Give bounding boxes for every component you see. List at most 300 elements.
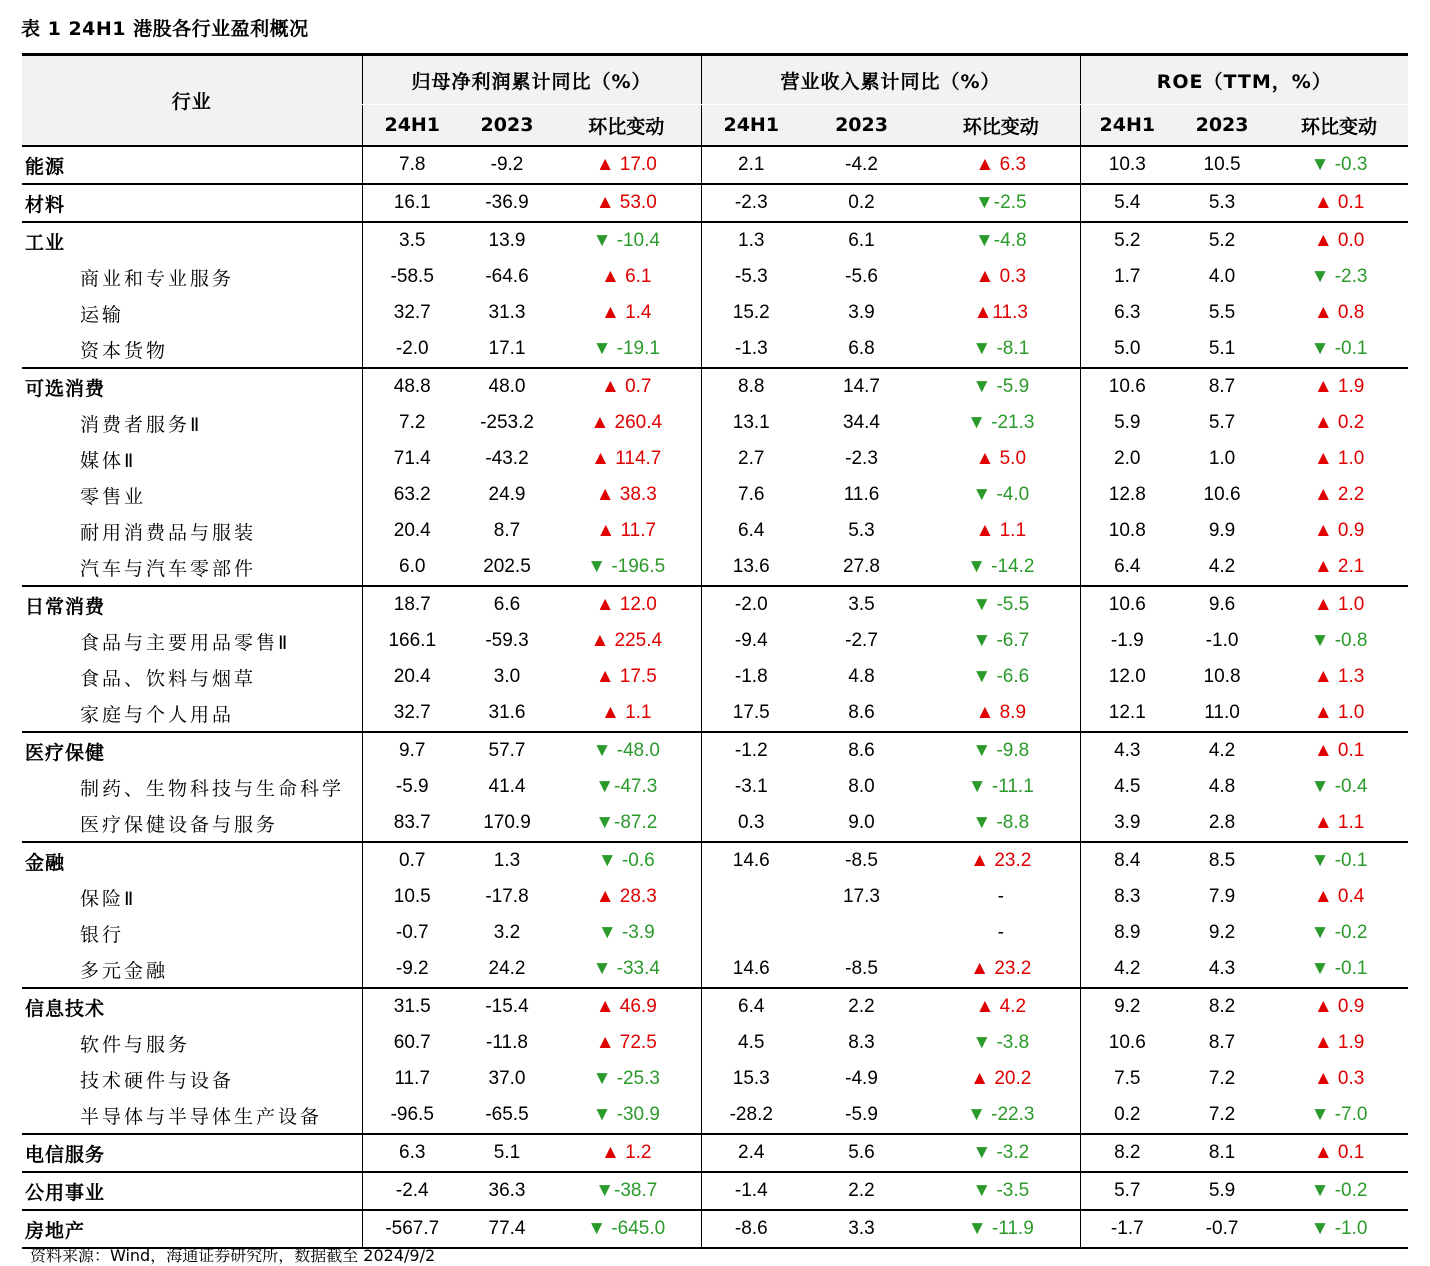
roe-24h1-cell: 1.7 <box>1080 259 1174 295</box>
profit-2023-cell: 5.1 <box>462 1134 552 1172</box>
table-row <box>22 295 1408 331</box>
revenue-24h1-cell <box>701 915 801 951</box>
profit-change-cell: ▲ 12.0 <box>595 594 657 615</box>
table-row <box>22 695 1408 732</box>
profit-24h1-cell: -58.5 <box>362 259 462 295</box>
profit-2023-cell: 1.3 <box>493 850 521 871</box>
profit-24h1-cell: 166.1 <box>362 623 462 659</box>
profit-change-cell: ▼ -645.0 <box>552 1210 701 1248</box>
profit-change-cell: ▲ 72.5 <box>595 1032 657 1053</box>
roe-24h1-cell: 10.3 <box>1080 146 1174 184</box>
profit-2023-cell: 8.7 <box>493 520 521 541</box>
revenue-2023-cell: -8.5 <box>845 850 878 871</box>
revenue-2023-cell: 8.6 <box>801 695 922 732</box>
group-header-revenue: 营业收入累计同比（%） <box>701 55 1080 105</box>
roe-2023-cell: 8.1 <box>1174 1134 1270 1172</box>
profit-change-cell: ▲ 28.3 <box>595 886 657 907</box>
profit-change-cell: ▲ 1.1 <box>552 695 701 732</box>
revenue-2023-cell: -8.5 <box>801 951 922 988</box>
revenue-24h1-cell: 1.3 <box>701 222 801 259</box>
roe-24h1-cell: 12.0 <box>1080 659 1174 695</box>
profit-change-cell: ▼-47.3 <box>595 776 658 797</box>
industry-name: 信息技术 <box>25 997 106 1020</box>
revenue-change-cell: ▼-4.8 <box>975 230 1027 251</box>
revenue-change-cell: ▼ -5.9 <box>972 376 1030 397</box>
roe-24h1-cell: 4.3 <box>1080 732 1174 769</box>
roe-2023-cell: 1.0 <box>1208 448 1236 469</box>
roe-2023-cell: 9.2 <box>1208 922 1236 943</box>
revenue-2023-cell: 9.0 <box>801 805 922 842</box>
profit-change-cell: ▼ -10.4 <box>592 230 660 251</box>
profit-2023-cell: -17.8 <box>485 886 529 907</box>
roe-24h1-cell: 3.9 <box>1080 805 1174 842</box>
profit-change-cell: ▲ 53.0 <box>552 184 701 222</box>
profit-2023-cell: -253.2 <box>480 412 534 433</box>
roe-24h1-cell: 5.9 <box>1080 405 1174 441</box>
profit-24h1-cell: 20.4 <box>362 513 462 549</box>
profit-2023-cell: 36.3 <box>462 1172 552 1210</box>
profit-24h1-cell: 32.7 <box>362 295 462 331</box>
profit-2023-cell: 170.9 <box>462 805 552 842</box>
profit-change-cell: ▲ 260.4 <box>590 412 663 433</box>
revenue-24h1-cell: -3.1 <box>701 769 801 805</box>
profit-2023-cell: 3.0 <box>493 666 521 687</box>
revenue-change-cell: ▲ 4.2 <box>975 996 1027 1017</box>
profit-change-cell: ▼ -48.0 <box>592 740 660 761</box>
industry-name: 可选消费 <box>25 377 106 400</box>
revenue-2023-cell: 2.2 <box>801 1172 922 1210</box>
profit-change-cell: ▲ 114.7 <box>591 448 662 469</box>
profit-24h1-cell: -2.4 <box>362 1172 462 1210</box>
subcol-2023: 2023 <box>462 105 552 147</box>
roe-2023-cell: 8.2 <box>1208 996 1236 1017</box>
revenue-2023-cell: 5.3 <box>848 520 875 541</box>
revenue-change-cell: ▼ -4.0 <box>972 484 1030 505</box>
revenue-2023-cell: -5.6 <box>845 266 878 287</box>
profit-24h1-cell: 20.4 <box>362 659 462 695</box>
profit-2023-cell: -59.3 <box>485 630 529 651</box>
table-body <box>22 146 1408 1248</box>
revenue-24h1-cell: -2.0 <box>701 586 801 623</box>
profit-2023-cell: 31.3 <box>488 302 526 323</box>
profit-2023-cell: 13.9 <box>488 230 526 251</box>
profit-24h1-cell: 0.7 <box>362 842 462 879</box>
roe-24h1-cell: 5.4 <box>1080 184 1174 222</box>
revenue-24h1-cell: 15.2 <box>701 295 801 331</box>
sub-industry-name: 汽车与汽车零部件 <box>22 549 362 586</box>
sub-industry-name: 银行 <box>80 923 125 946</box>
revenue-change-cell: ▲ 0.3 <box>975 266 1027 287</box>
profit-change-cell: ▲ 11.7 <box>596 520 657 541</box>
revenue-change-cell: ▼ -11.1 <box>967 776 1034 797</box>
industry-name: 材料 <box>22 184 362 222</box>
revenue-2023-cell: -2.3 <box>845 448 878 469</box>
roe-change-cell: ▲ 0.4 <box>1313 886 1365 907</box>
roe-change-cell: ▼ -0.8 <box>1310 630 1368 651</box>
revenue-change-cell: ▼-2.5 <box>922 184 1080 222</box>
sub-industry-name: 消费者服务Ⅱ <box>80 413 203 436</box>
sub-industry-name: 食品与主要用品零售Ⅱ <box>80 631 291 654</box>
subcol-change: 环比变动 <box>922 105 1080 147</box>
revenue-change-cell: ▲ 23.2 <box>970 850 1032 871</box>
revenue-change-cell: ▼ -21.3 <box>967 412 1035 433</box>
roe-2023-cell: 9.6 <box>1208 594 1236 615</box>
roe-change-cell: ▼ -7.0 <box>1270 1097 1408 1134</box>
revenue-24h1-cell: -8.6 <box>701 1210 801 1248</box>
profit-24h1-cell: 63.2 <box>362 477 462 513</box>
table-row <box>22 769 1408 805</box>
profit-24h1-cell: 31.5 <box>362 988 462 1025</box>
roe-2023-cell: 10.8 <box>1203 666 1241 687</box>
revenue-24h1-cell: 13.1 <box>701 405 801 441</box>
roe-change-cell: ▲ 0.9 <box>1313 996 1365 1017</box>
roe-24h1-cell: -1.9 <box>1080 623 1174 659</box>
profit-24h1-cell: 48.8 <box>362 368 462 405</box>
revenue-change-cell: ▼ -11.9 <box>922 1210 1080 1248</box>
group-header-roe: ROE（TTM，%） <box>1080 55 1408 105</box>
profit-24h1-cell: -567.7 <box>362 1210 462 1248</box>
industry-name: 金融 <box>25 851 66 874</box>
sub-industry-name: 食品、饮料与烟草 <box>80 667 257 690</box>
revenue-2023-cell: 6.8 <box>801 331 922 368</box>
profit-2023-cell: 17.1 <box>462 331 552 368</box>
sub-industry-name: 多元金融 <box>22 951 362 988</box>
roe-change-cell: ▲ 2.1 <box>1270 549 1408 586</box>
sub-industry-name: 商业和专业服务 <box>80 267 235 290</box>
revenue-2023-cell: 8.3 <box>848 1032 875 1053</box>
roe-24h1-cell: 8.4 <box>1080 842 1174 879</box>
roe-2023-cell: 9.9 <box>1208 520 1236 541</box>
table-row <box>22 732 1408 769</box>
roe-2023-cell: 10.6 <box>1203 484 1241 505</box>
roe-change-cell: ▲ 0.8 <box>1313 302 1365 323</box>
industry-name: 医疗保健 <box>25 741 106 764</box>
revenue-2023-cell: 14.7 <box>843 376 880 397</box>
revenue-24h1-cell: -9.4 <box>701 623 801 659</box>
roe-2023-cell: 11.0 <box>1174 695 1270 732</box>
profit-change-cell: ▲ 17.0 <box>552 146 701 184</box>
revenue-2023-cell: 34.4 <box>843 412 880 433</box>
sub-industry-name: 运输 <box>80 303 125 326</box>
revenue-change-cell: ▲ 8.9 <box>922 695 1080 732</box>
roe-24h1-cell: 12.1 <box>1080 695 1174 732</box>
profit-2023-cell: 57.7 <box>488 740 526 761</box>
revenue-change-cell: ▼ -3.2 <box>922 1134 1080 1172</box>
roe-change-cell: ▲ 1.3 <box>1313 666 1365 687</box>
profit-2023-cell: -11.8 <box>486 1032 528 1053</box>
profit-change-cell: ▲ 1.4 <box>601 302 652 323</box>
revenue-change-cell: ▼ -6.7 <box>972 630 1030 651</box>
roe-change-cell: ▼ -0.1 <box>1270 951 1408 988</box>
revenue-24h1-cell: 2.4 <box>701 1134 801 1172</box>
roe-2023-cell: 7.9 <box>1208 886 1236 907</box>
profit-change-cell: ▼ -30.9 <box>552 1097 701 1134</box>
revenue-change-cell: - <box>997 922 1004 943</box>
profit-change-cell: ▲ 38.3 <box>595 484 657 505</box>
roe-24h1-cell: 0.2 <box>1080 1097 1174 1134</box>
revenue-2023-cell: 8.0 <box>848 776 875 797</box>
roe-change-cell: ▲ 1.1 <box>1270 805 1408 842</box>
revenue-24h1-cell: 8.8 <box>701 368 801 405</box>
roe-24h1-cell: 12.8 <box>1080 477 1174 513</box>
revenue-24h1-cell: -1.4 <box>701 1172 801 1210</box>
industry-name: 工业 <box>25 231 66 254</box>
profit-2023-cell: -15.4 <box>485 996 529 1017</box>
roe-24h1-cell: 5.7 <box>1080 1172 1174 1210</box>
roe-24h1-cell: 8.3 <box>1080 879 1174 915</box>
roe-2023-cell: 4.2 <box>1174 549 1270 586</box>
group-header-net-profit: 归母净利润累计同比（%） <box>362 55 701 105</box>
roe-2023-cell: 5.7 <box>1208 412 1236 433</box>
profit-24h1-cell: -5.9 <box>362 769 462 805</box>
roe-change-cell: ▲ 1.0 <box>1270 695 1408 732</box>
roe-2023-cell: 7.2 <box>1174 1097 1270 1134</box>
revenue-24h1-cell: 6.4 <box>701 988 801 1025</box>
revenue-change-cell: ▲ 20.2 <box>970 1068 1032 1089</box>
subcol-24h1: 24H1 <box>362 105 462 147</box>
profit-change-cell: ▲ 46.9 <box>595 996 657 1017</box>
profit-2023-cell: 37.0 <box>488 1068 526 1089</box>
profit-change-cell: ▼ -3.9 <box>597 922 655 943</box>
roe-24h1-cell: 6.3 <box>1080 295 1174 331</box>
revenue-2023-cell: -4.9 <box>845 1068 878 1089</box>
roe-change-cell: ▲ 0.2 <box>1313 412 1365 433</box>
roe-2023-cell: 8.7 <box>1208 376 1236 397</box>
sub-industry-name: 零售业 <box>80 485 147 508</box>
sub-industry-name: 保险Ⅱ <box>80 887 137 910</box>
table-row <box>22 805 1408 842</box>
table-row <box>22 1025 1408 1061</box>
industry-header: 行业 <box>22 55 362 147</box>
roe-2023-cell: 5.5 <box>1208 302 1236 323</box>
profit-24h1-cell: 71.4 <box>362 441 462 477</box>
revenue-change-cell: ▼ -6.6 <box>972 666 1030 687</box>
roe-change-cell: ▼ -0.2 <box>1310 922 1368 943</box>
source-note: 资料来源：Wind，海通证券研究所，数据截至 2024/9/2 <box>30 1246 436 1265</box>
revenue-24h1-cell: 6.4 <box>701 513 801 549</box>
industry-name: 电信服务 <box>22 1134 362 1172</box>
profit-change-cell: ▲ 17.5 <box>595 666 657 687</box>
profit-24h1-cell: 11.7 <box>362 1061 462 1097</box>
roe-change-cell: ▼ -0.1 <box>1310 850 1368 871</box>
revenue-24h1-cell: 2.1 <box>701 146 801 184</box>
revenue-24h1-cell: -5.3 <box>701 259 801 295</box>
revenue-2023-cell: -5.9 <box>801 1097 922 1134</box>
revenue-24h1-cell: 14.6 <box>701 951 801 988</box>
table-row <box>22 988 1408 1025</box>
profit-change-cell: ▼ -19.1 <box>552 331 701 368</box>
revenue-2023-cell: -4.2 <box>801 146 922 184</box>
table-row <box>22 331 1408 368</box>
subcol-2023: 2023 <box>801 105 922 147</box>
table-row <box>22 1061 1408 1097</box>
revenue-change-cell: ▲11.3 <box>973 302 1028 323</box>
roe-2023-cell: 5.9 <box>1174 1172 1270 1210</box>
table-row <box>22 586 1408 623</box>
table-row <box>22 623 1408 659</box>
profit-2023-cell: -43.2 <box>485 448 529 469</box>
industry-earnings-table <box>22 53 1408 1249</box>
profit-2023-cell: 31.6 <box>462 695 552 732</box>
table-row <box>22 513 1408 549</box>
roe-2023-cell: 5.3 <box>1174 184 1270 222</box>
profit-24h1-cell: 3.5 <box>362 222 462 259</box>
industry-name: 日常消费 <box>25 595 106 618</box>
revenue-24h1-cell: -1.8 <box>701 659 801 695</box>
profit-change-cell: ▲ 225.4 <box>590 630 663 651</box>
roe-24h1-cell: 5.0 <box>1080 331 1174 368</box>
sub-industry-name: 家庭与个人用品 <box>22 695 362 732</box>
table-row <box>22 1134 1408 1172</box>
roe-change-cell: ▲ 0.1 <box>1313 740 1365 761</box>
revenue-change-cell: ▼ -9.8 <box>972 740 1030 761</box>
profit-2023-cell: 6.6 <box>493 594 521 615</box>
roe-change-cell: ▲ 0.1 <box>1270 1134 1408 1172</box>
profit-24h1-cell: 60.7 <box>362 1025 462 1061</box>
profit-24h1-cell: 9.7 <box>362 732 462 769</box>
revenue-change-cell: ▲ 23.2 <box>922 951 1080 988</box>
table-row <box>22 659 1408 695</box>
roe-24h1-cell: 10.6 <box>1080 586 1174 623</box>
profit-2023-cell: -9.2 <box>462 146 552 184</box>
roe-2023-cell: -1.0 <box>1205 630 1239 651</box>
sub-industry-name: 软件与服务 <box>80 1033 191 1056</box>
roe-change-cell: ▼ -0.3 <box>1270 146 1408 184</box>
revenue-24h1-cell: 14.6 <box>701 842 801 879</box>
profit-2023-cell: -65.5 <box>462 1097 552 1134</box>
table-row <box>22 1172 1408 1210</box>
revenue-2023-cell: 8.6 <box>848 740 875 761</box>
revenue-24h1-cell: 2.7 <box>701 441 801 477</box>
roe-change-cell: ▼ -2.3 <box>1310 266 1368 287</box>
profit-change-cell: ▲ 6.1 <box>601 266 652 287</box>
profit-change-cell: ▼-87.2 <box>552 805 701 842</box>
roe-24h1-cell: 4.5 <box>1080 769 1174 805</box>
roe-2023-cell: 5.1 <box>1174 331 1270 368</box>
roe-change-cell: ▲ 0.1 <box>1270 184 1408 222</box>
profit-2023-cell: 24.2 <box>462 951 552 988</box>
table-row <box>22 184 1408 222</box>
table-row <box>22 405 1408 441</box>
subcol-24h1: 24H1 <box>701 105 801 147</box>
roe-24h1-cell: 2.0 <box>1080 441 1174 477</box>
roe-2023-cell: 4.3 <box>1174 951 1270 988</box>
profit-24h1-cell: 6.0 <box>362 549 462 586</box>
profit-2023-cell: 3.2 <box>493 922 521 943</box>
table-row <box>22 879 1408 915</box>
profit-change-cell: ▼-38.7 <box>552 1172 701 1210</box>
roe-2023-cell: 7.2 <box>1208 1068 1236 1089</box>
profit-24h1-cell: -9.2 <box>362 951 462 988</box>
table-row <box>22 146 1408 184</box>
profit-change-cell: ▼ -0.6 <box>597 850 655 871</box>
industry-name: 房地产 <box>22 1210 362 1248</box>
roe-change-cell: ▲ 1.9 <box>1313 1032 1365 1053</box>
revenue-24h1-cell: 0.3 <box>701 805 801 842</box>
roe-2023-cell: 2.8 <box>1174 805 1270 842</box>
revenue-change-cell: ▼ -3.5 <box>922 1172 1080 1210</box>
profit-2023-cell: 77.4 <box>462 1210 552 1248</box>
profit-24h1-cell: 7.8 <box>362 146 462 184</box>
roe-24h1-cell: -1.7 <box>1080 1210 1174 1248</box>
roe-change-cell: ▼ -0.4 <box>1310 776 1368 797</box>
header-row-groups <box>22 55 1408 105</box>
profit-change-cell: ▼ -196.5 <box>552 549 701 586</box>
profit-24h1-cell: 7.2 <box>362 405 462 441</box>
roe-24h1-cell: 9.2 <box>1080 988 1174 1025</box>
profit-2023-cell: 202.5 <box>462 549 552 586</box>
revenue-24h1-cell <box>701 879 801 915</box>
revenue-2023-cell: 4.8 <box>848 666 875 687</box>
profit-24h1-cell: 10.5 <box>362 879 462 915</box>
revenue-change-cell: - <box>997 886 1004 907</box>
roe-change-cell: ▲ 1.0 <box>1313 448 1365 469</box>
subcol-24h1: 24H1 <box>1080 105 1174 147</box>
roe-2023-cell: 10.5 <box>1174 146 1270 184</box>
roe-24h1-cell: 10.6 <box>1080 368 1174 405</box>
revenue-change-cell: ▲ 1.1 <box>975 520 1027 541</box>
profit-24h1-cell: -2.0 <box>362 331 462 368</box>
revenue-24h1-cell: 15.3 <box>701 1061 801 1097</box>
subcol-2023: 2023 <box>1174 105 1270 147</box>
revenue-change-cell: ▼ -22.3 <box>922 1097 1080 1134</box>
table-row <box>22 259 1408 295</box>
roe-24h1-cell: 10.8 <box>1080 513 1174 549</box>
profit-2023-cell: 48.0 <box>488 376 526 397</box>
profit-change-cell: ▼ -33.4 <box>552 951 701 988</box>
revenue-2023-cell: 17.3 <box>843 886 880 907</box>
roe-2023-cell: 4.2 <box>1208 740 1236 761</box>
revenue-2023-cell: 3.5 <box>848 594 875 615</box>
profit-2023-cell: -64.6 <box>485 266 529 287</box>
revenue-24h1-cell: 13.6 <box>701 549 801 586</box>
revenue-24h1-cell: -1.3 <box>701 331 801 368</box>
roe-2023-cell: 8.5 <box>1208 850 1236 871</box>
table-row <box>22 915 1408 951</box>
revenue-24h1-cell: -28.2 <box>701 1097 801 1134</box>
roe-2023-cell: 5.2 <box>1208 230 1236 251</box>
industry-name: 能源 <box>22 146 362 184</box>
roe-change-cell: ▼ -0.1 <box>1270 331 1408 368</box>
table-row <box>22 477 1408 513</box>
sub-industry-name: 媒体Ⅱ <box>80 449 137 472</box>
profit-24h1-cell: 16.1 <box>362 184 462 222</box>
roe-24h1-cell: 10.6 <box>1080 1025 1174 1061</box>
sub-industry-name: 耐用消费品与服装 <box>80 521 257 544</box>
table-row <box>22 441 1408 477</box>
profit-2023-cell: -36.9 <box>462 184 552 222</box>
roe-change-cell: ▲ 1.0 <box>1313 594 1365 615</box>
revenue-2023-cell <box>801 915 922 951</box>
profit-2023-cell: 41.4 <box>488 776 526 797</box>
profit-change-cell: ▼ -25.3 <box>592 1068 660 1089</box>
roe-24h1-cell: 8.9 <box>1080 915 1174 951</box>
table-row <box>22 549 1408 586</box>
sub-industry-name: 技术硬件与设备 <box>80 1069 235 1092</box>
roe-change-cell: ▼ -0.2 <box>1270 1172 1408 1210</box>
revenue-2023-cell: -2.7 <box>845 630 878 651</box>
profit-24h1-cell: 83.7 <box>362 805 462 842</box>
sub-industry-name: 医疗保健设备与服务 <box>22 805 362 842</box>
roe-24h1-cell: 5.2 <box>1080 222 1174 259</box>
revenue-2023-cell: 6.1 <box>848 230 875 251</box>
revenue-change-cell: ▼ -5.5 <box>972 594 1030 615</box>
revenue-2023-cell: 0.2 <box>801 184 922 222</box>
revenue-2023-cell: 3.3 <box>801 1210 922 1248</box>
roe-24h1-cell: 4.2 <box>1080 951 1174 988</box>
table-row <box>22 842 1408 879</box>
roe-change-cell: ▼ -1.0 <box>1270 1210 1408 1248</box>
